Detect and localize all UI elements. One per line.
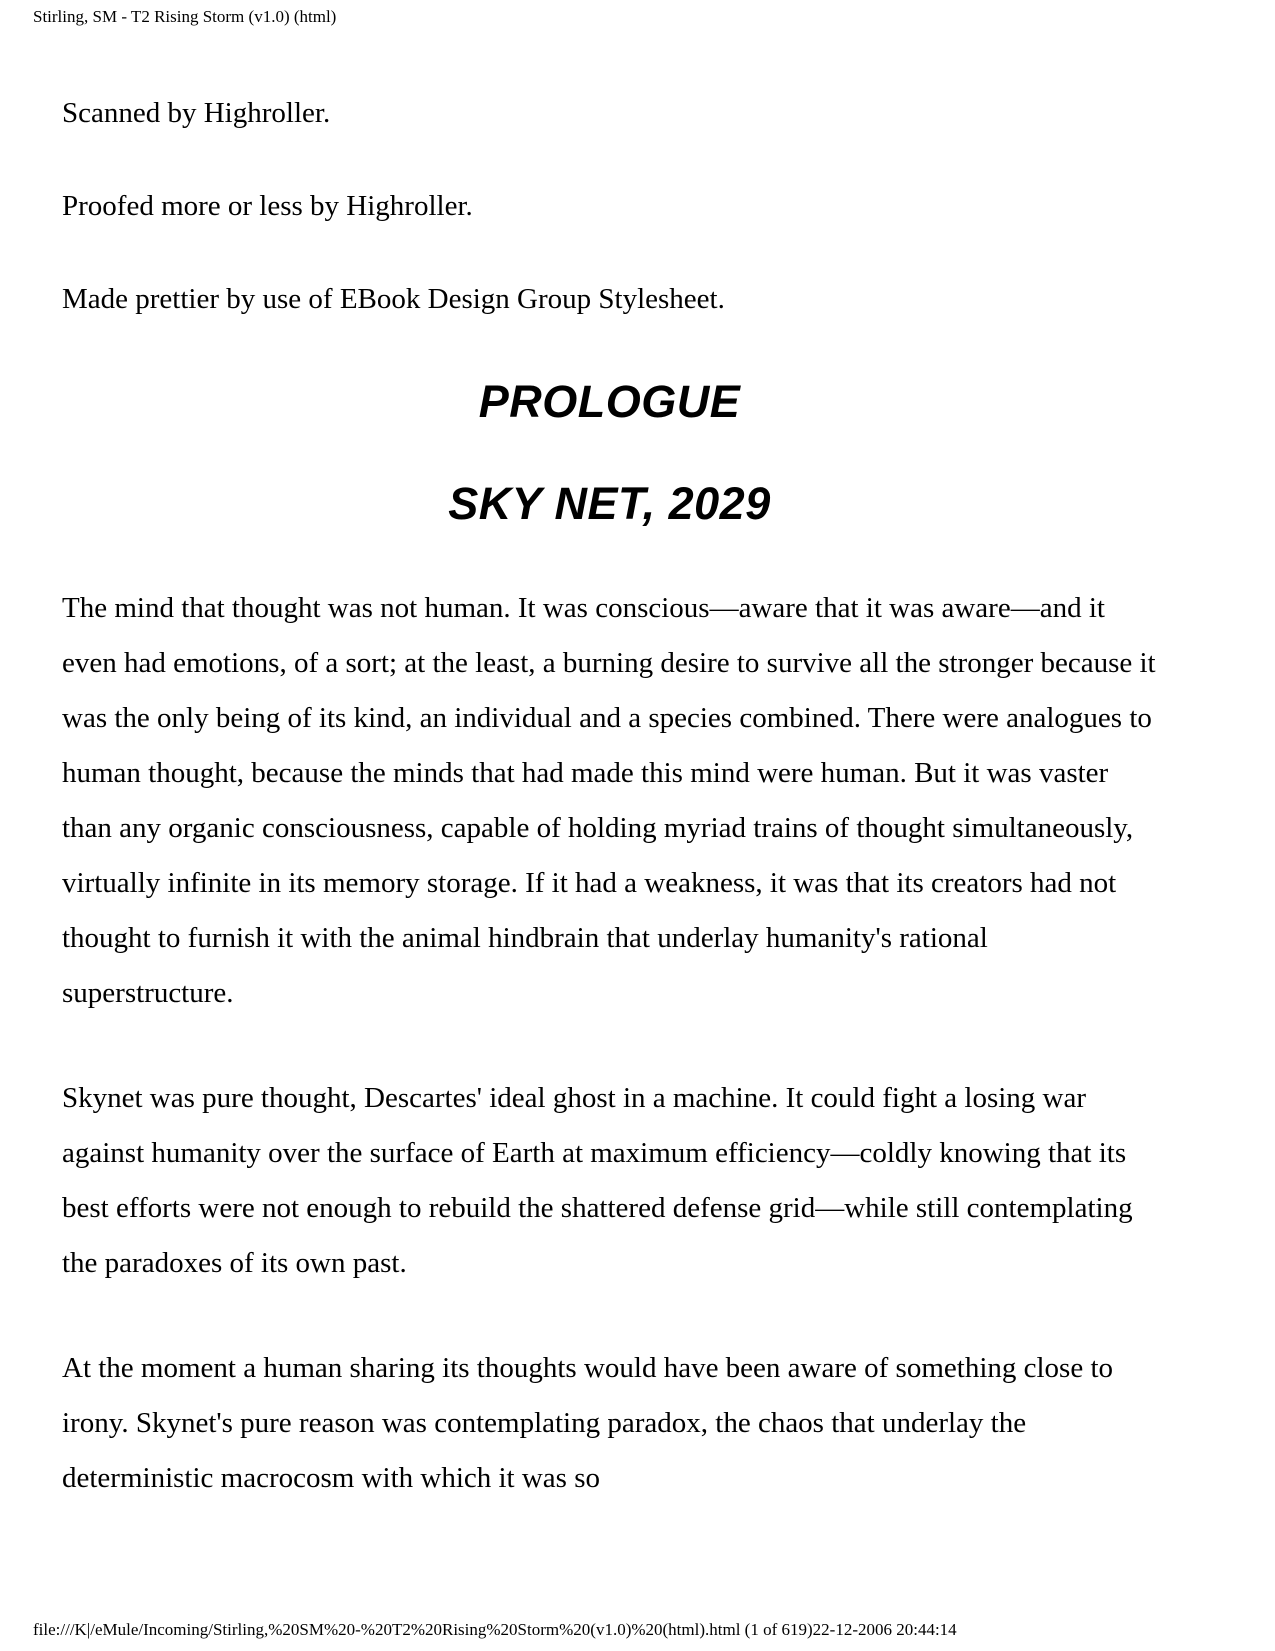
credit-line-proofed: Proofed more or less by Highroller. [62, 190, 473, 222]
chapter-heading: SKY NET, 2029 [448, 478, 771, 529]
body-paragraph-2: Skynet was pure thought, Descartes' ideal ghost in a machine. It could fight a losing war against humanity over the surface of Earth at maximum efficiency—coldly knowing that its best efforts were not enough to rebuild the shattered defense grid—while still contemplating the paradoxes of its own past. [62, 1082, 1133, 1279]
print-footer-url: file:///K|/eMule/Incoming/Stirling,%20SM%20-%20T2%20Rising%20Storm%20(v1.0)%20(html).html (1 of 619)22-12-2006 20:44:14 [33, 1620, 957, 1639]
document-content [62, 86, 1157, 1556]
body-paragraph-1: The mind that thought was not human. It was conscious—aware that it was aware—and it even had emotions, of a sort; at the least, a burning desire to survive all the stronger because it was the only being of its kind, an individual and a species combined. There were analogues to human thought, because the minds that had made this mind were human. But it was vaster than any organic consciousness, capable of holding myriad trains of thought simultaneously, virtually infinite in its memory storage. If it had a weakness, it was that its creators had not thought to furnish it with the animal hindbrain that underlay humanity's rational superstructure. [62, 592, 1156, 1009]
credit-line-stylesheet: Made prettier by use of EBook Design Group Stylesheet. [62, 283, 725, 315]
body-paragraph-3: At the moment a human sharing its thoughts would have been aware of something close to irony. Skynet's pure reason was contemplating paradox, the chaos that underlay the deterministic macrocosm with which it was so [62, 1352, 1114, 1494]
print-header-title: Stirling, SM - T2 Rising Storm (v1.0) (html) [33, 7, 337, 26]
prologue-heading: PROLOGUE [478, 376, 741, 427]
credit-line-scanned: Scanned by Highroller. [62, 97, 331, 129]
